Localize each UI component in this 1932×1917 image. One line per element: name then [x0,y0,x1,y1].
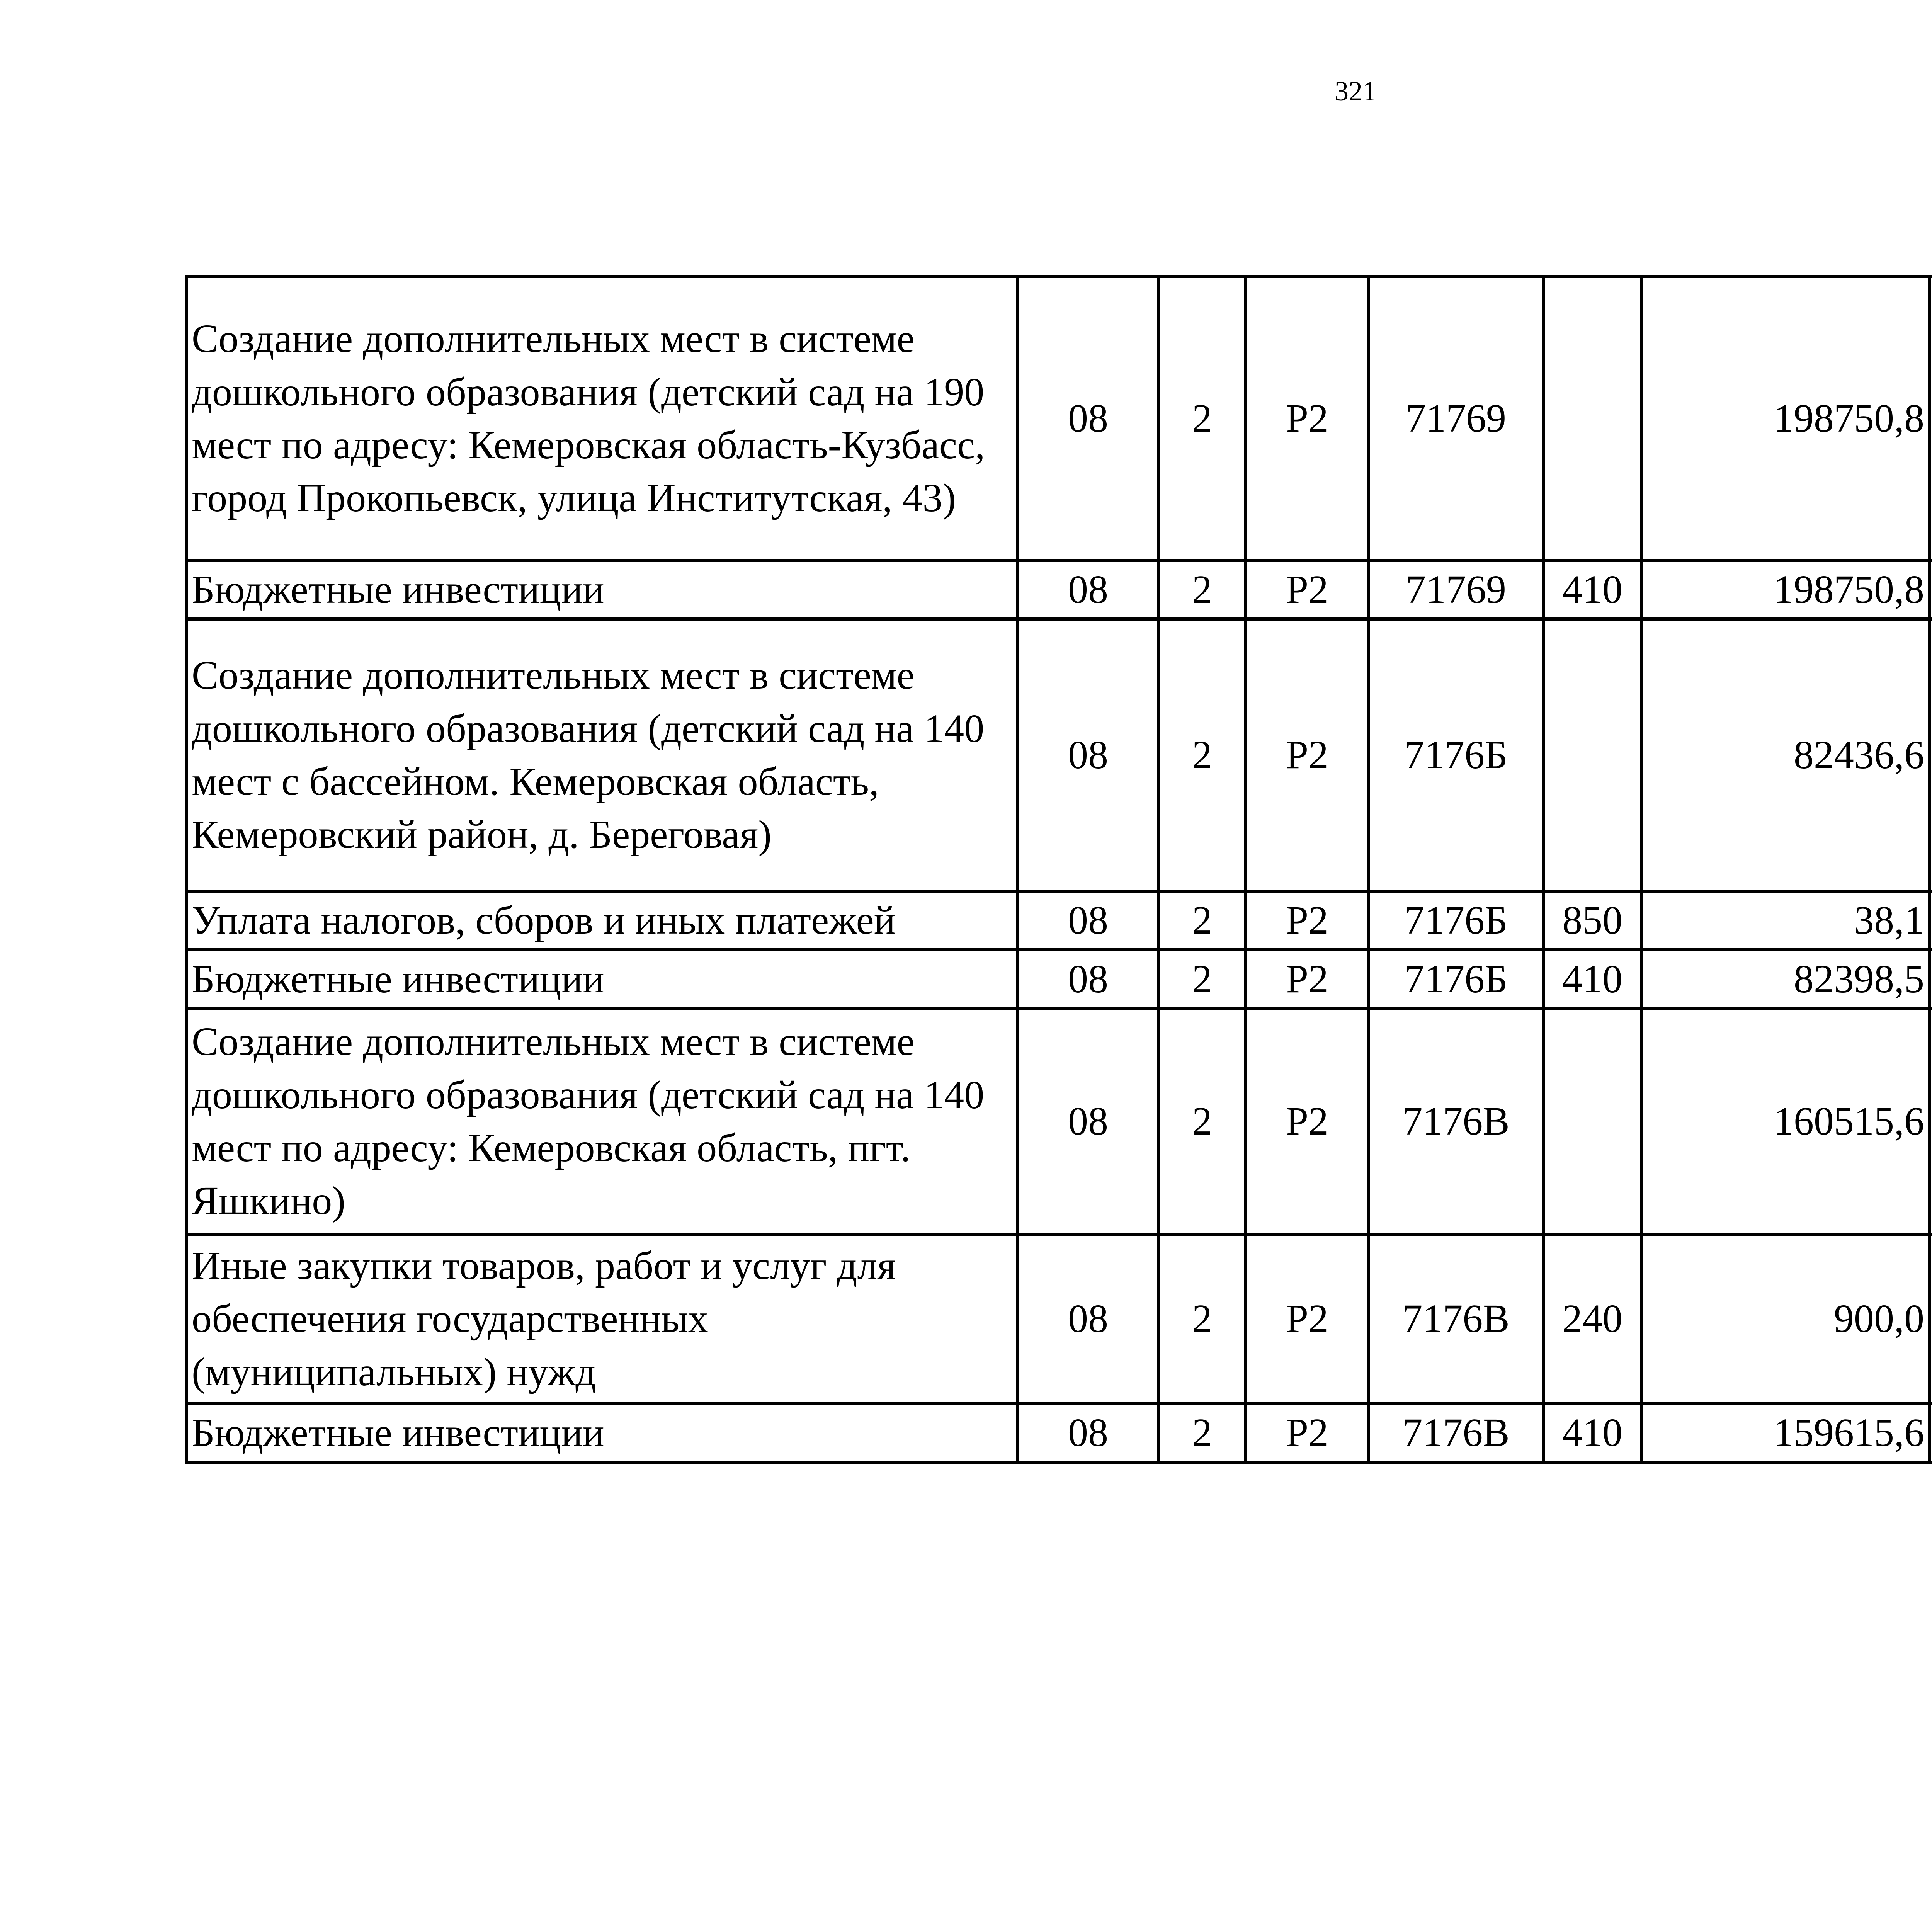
row-name: Создание дополнительных мест в системе дошкольного образования (детский сад на 140 мест по адресу: Кемеровская область, пгт. Яшкино) [186,1009,1018,1234]
table-row [186,560,1932,619]
row-code: 71769 [1369,277,1543,560]
row-subsection: 2 [1158,950,1246,1009]
row-section: 08 [1018,560,1158,619]
row-subsection: 2 [1158,560,1246,619]
row-section: 08 [1018,1403,1158,1462]
row-sum: 160515,6 [1641,1009,1930,1234]
row-code: 7176В [1369,1403,1543,1462]
row-kvr: 850 [1543,891,1641,950]
row-sum: 900,0 [1641,1234,1930,1403]
row-sum: 198750,8 [1641,560,1930,619]
page-number: 321 [1335,76,1376,107]
row-subsection: 2 [1158,891,1246,950]
row-section: 08 [1018,277,1158,560]
row-project: P2 [1246,560,1369,619]
row-col8 [1930,560,1932,619]
row-kvr [1543,277,1641,560]
row-section: 08 [1018,1234,1158,1403]
row-kvr [1543,619,1641,891]
row-sum: 82398,5 [1641,950,1930,1009]
row-col8 [1930,1009,1932,1234]
row-name: Бюджетные инвестиции [186,1403,1018,1462]
table-row [186,1009,1932,1234]
row-name: Уплата налогов, сборов и иных платежей [186,891,1018,950]
row-project: P2 [1246,619,1369,891]
row-code: 7176В [1369,1009,1543,1234]
row-name: Бюджетные инвестиции [186,560,1018,619]
row-sum: 38,1 [1641,891,1930,950]
row-name: Создание дополнительных мест в системе дошкольного образования (детский сад на 140 мест с бассейном. Кемеровская область, Кемеровский район, д. Береговая) [186,619,1018,891]
row-col8 [1930,1234,1932,1403]
row-code: 7176Б [1369,950,1543,1009]
row-code: 7176Б [1369,891,1543,950]
row-sum: 198750,8 [1641,277,1930,560]
row-section: 08 [1018,950,1158,1009]
row-subsection: 2 [1158,1234,1246,1403]
row-col8 [1930,891,1932,950]
row-project: P2 [1246,1234,1369,1403]
row-code: 7176В [1369,1234,1543,1403]
row-subsection: 2 [1158,1403,1246,1462]
row-project: P2 [1246,950,1369,1009]
row-sum: 159615,6 [1641,1403,1930,1462]
row-project: P2 [1246,1403,1369,1462]
row-subsection: 2 [1158,619,1246,891]
row-col8 [1930,619,1932,891]
row-section: 08 [1018,619,1158,891]
row-name: Иные закупки товаров, работ и услуг для обеспечения государственных (муниципальных) нужд [186,1234,1018,1403]
row-subsection: 2 [1158,1009,1246,1234]
row-col8 [1930,1403,1932,1462]
row-col8 [1930,950,1932,1009]
table-row [186,619,1932,891]
row-sum: 82436,6 [1641,619,1930,891]
table-row [186,1234,1932,1403]
row-project: P2 [1246,277,1369,560]
row-code: 7176Б [1369,619,1543,891]
table-row [186,1403,1932,1462]
row-kvr: 410 [1543,1403,1641,1462]
row-name: Создание дополнительных мест в системе дошкольного образования (детский сад на 190 мест по адресу: Кемеровская область-Кузбасс, город Прокопьевск, улица Институтская, 43) [186,277,1018,560]
budget-table [185,275,1932,1464]
row-section: 08 [1018,891,1158,950]
table-row [186,277,1932,560]
table-row [186,891,1932,950]
row-kvr: 410 [1543,560,1641,619]
row-name: Бюджетные инвестиции [186,950,1018,1009]
row-project: P2 [1246,1009,1369,1234]
row-project: P2 [1246,891,1369,950]
row-kvr: 240 [1543,1234,1641,1403]
row-kvr: 410 [1543,950,1641,1009]
row-code: 71769 [1369,560,1543,619]
table-row [186,950,1932,1009]
row-section: 08 [1018,1009,1158,1234]
row-col8 [1930,277,1932,560]
row-kvr [1543,1009,1641,1234]
row-subsection: 2 [1158,277,1246,560]
